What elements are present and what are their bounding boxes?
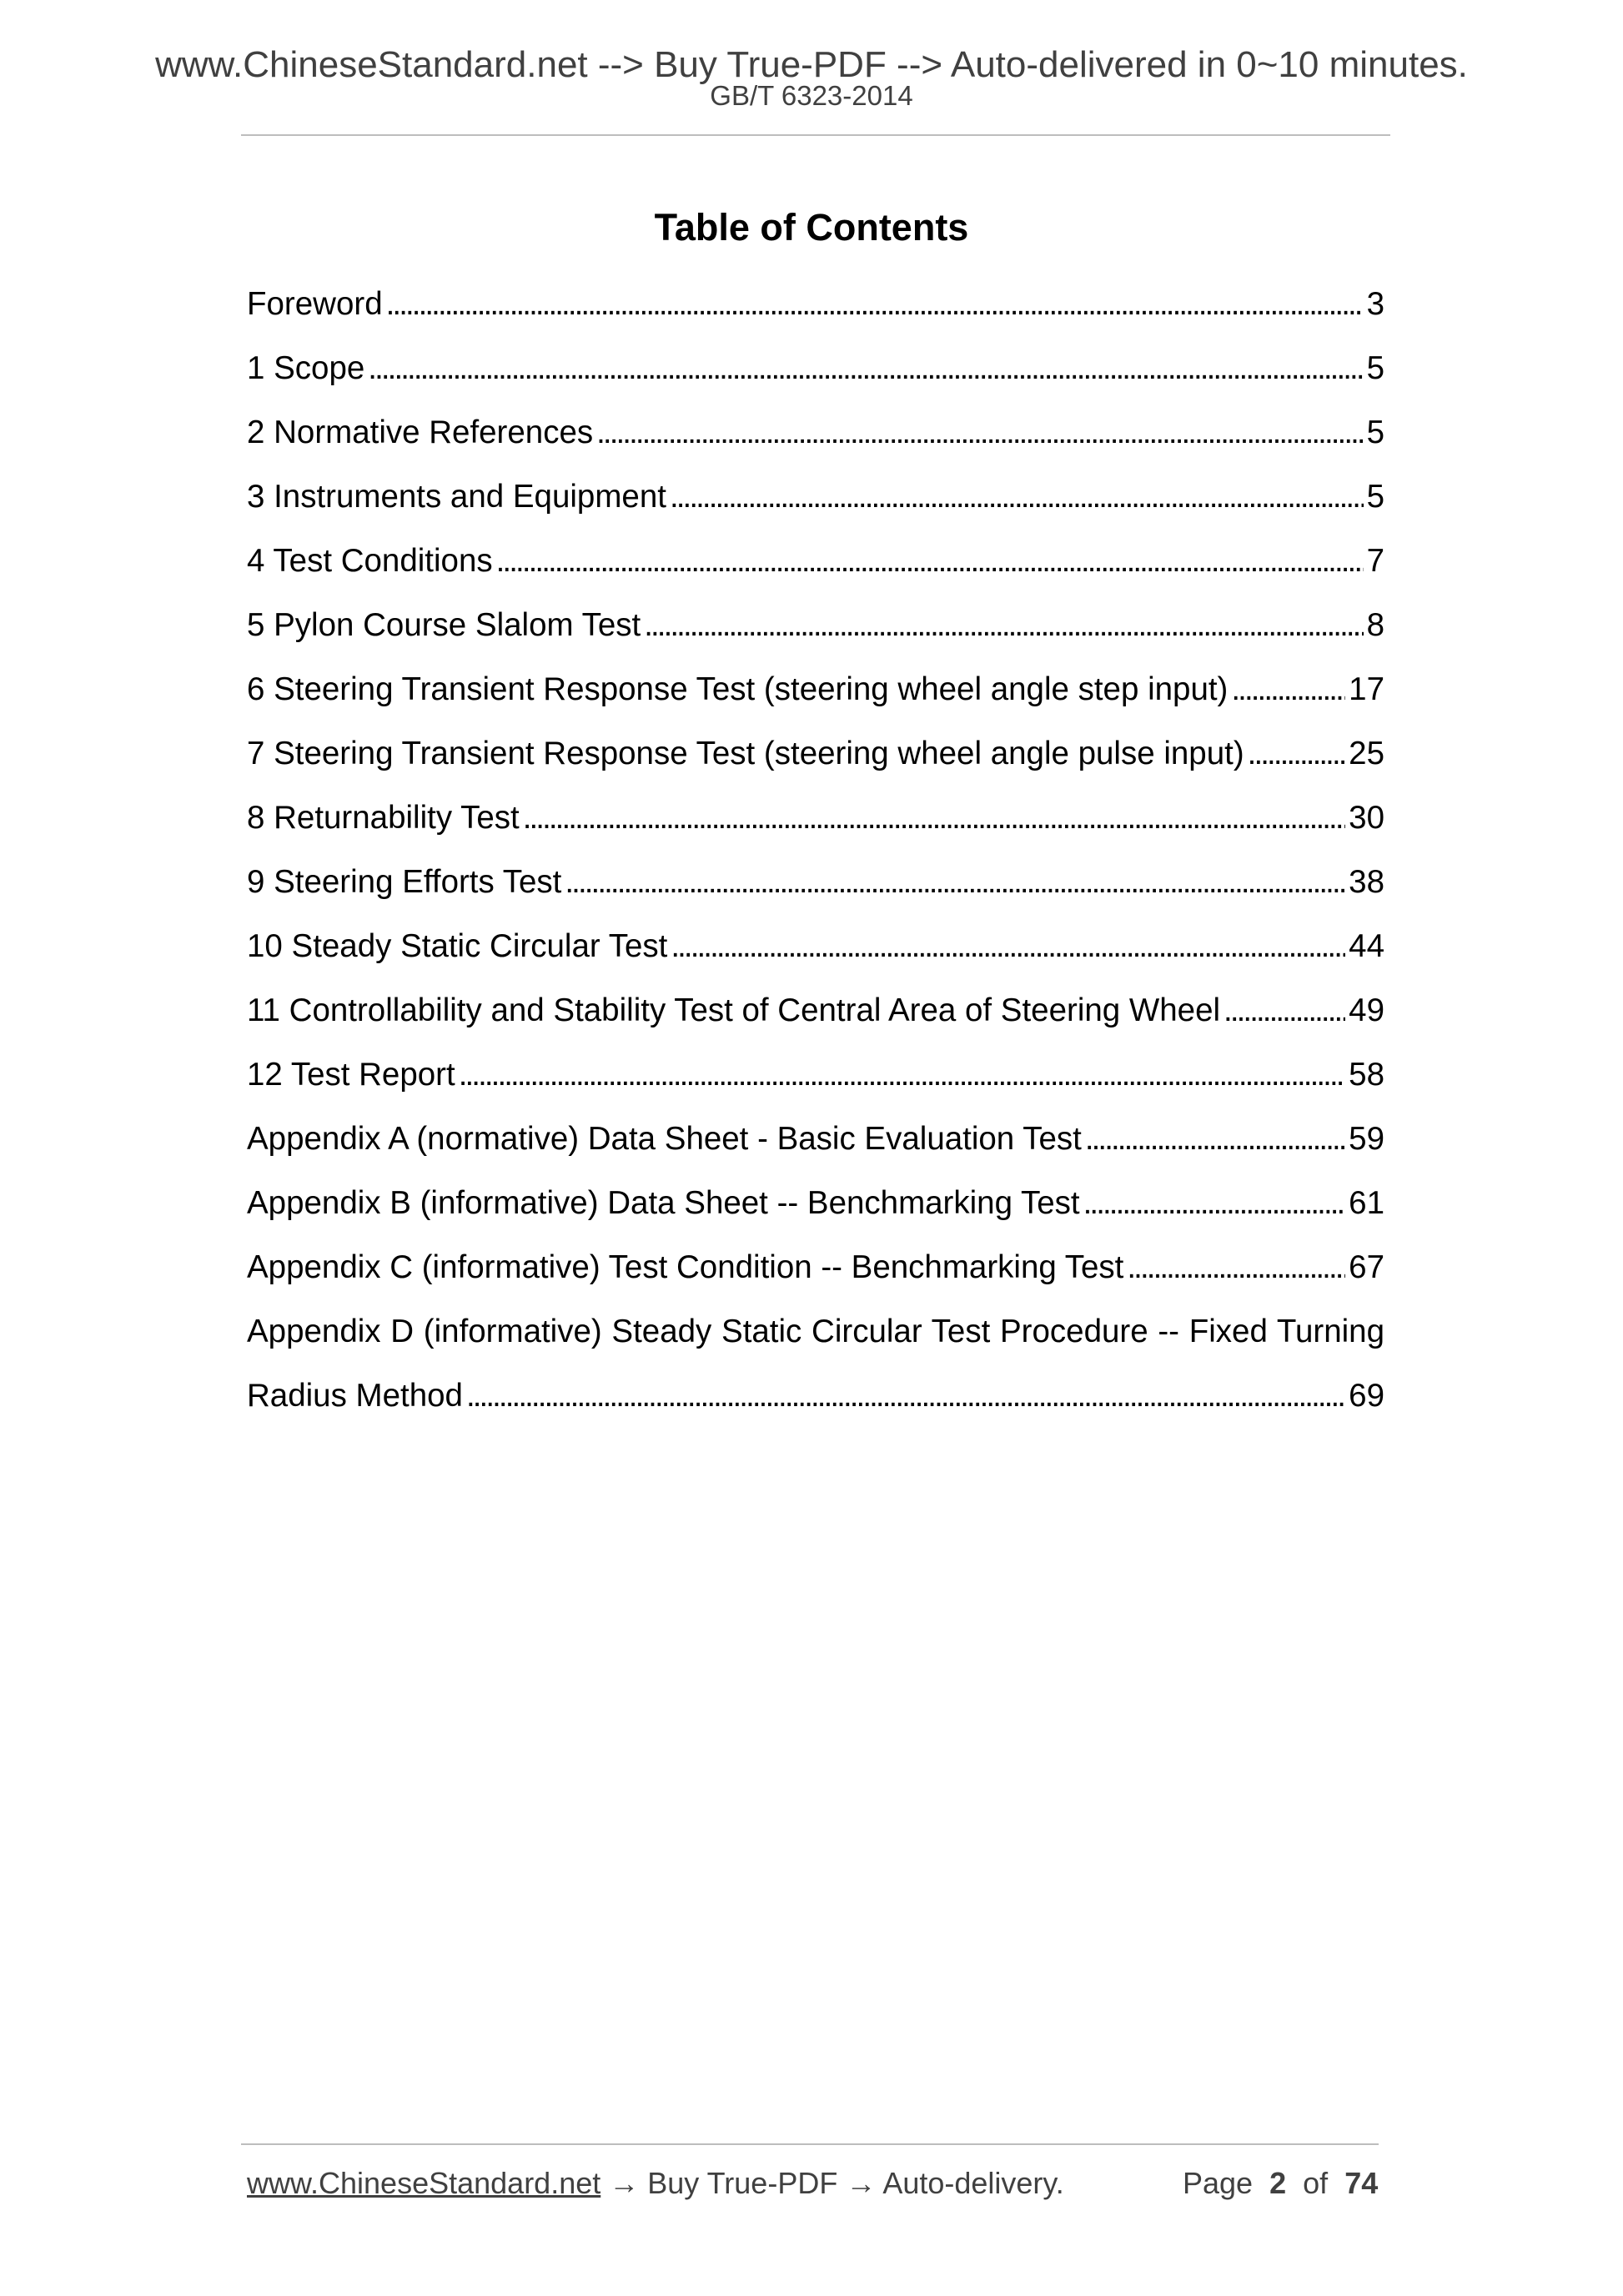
toc-entry-test-report[interactable] xyxy=(247,1052,1384,1116)
toc-entry-label: 6 Steering Transient Response Test (steering wheel angle step input) xyxy=(247,671,1229,707)
toc-entry-steering-efforts[interactable] xyxy=(247,859,1384,923)
page-indicator xyxy=(1183,2165,1378,2202)
toc-entry-label: 3 Instruments and Equipment xyxy=(247,479,666,515)
toc-entry-label: Appendix A (normative) Data Sheet - Basic Evaluation Test xyxy=(247,1121,1082,1157)
toc-page-number: 17 xyxy=(1349,671,1384,707)
dot-leader xyxy=(459,1052,1345,1098)
dot-leader xyxy=(670,474,1364,520)
toc-page-number: 5 xyxy=(1366,479,1384,515)
footer-tagline: → Buy True-PDF → Auto-delivery. xyxy=(600,2166,1064,2200)
dot-leader xyxy=(565,859,1345,906)
toc-page-number: 61 xyxy=(1349,1185,1384,1221)
footer-site-link[interactable]: www.ChineseStandard.net xyxy=(247,2166,601,2200)
toc-entry-pulse-input[interactable] xyxy=(247,731,1384,795)
toc-entry-scope[interactable] xyxy=(247,345,1384,409)
dot-leader xyxy=(596,409,1363,456)
toc-entry-returnability[interactable] xyxy=(247,795,1384,859)
footer-promo xyxy=(247,2165,1064,2202)
toc-page-number: 44 xyxy=(1349,928,1384,964)
toc-entry-label: 1 Scope xyxy=(247,350,365,386)
total-pages-number: 74 xyxy=(1344,2166,1379,2200)
dot-leader xyxy=(386,281,1364,328)
toc-entry-label: Radius Method xyxy=(247,1378,463,1414)
toc-entry-foreword[interactable] xyxy=(247,281,1384,345)
page-of-label: of xyxy=(1303,2166,1329,2200)
toc-page-number: 7 xyxy=(1366,543,1384,579)
toc-page-number: 5 xyxy=(1366,414,1384,450)
toc-page-number: 67 xyxy=(1349,1249,1384,1285)
toc-entry-appendix-d-continued[interactable] xyxy=(247,1373,1384,1437)
header-divider xyxy=(241,134,1390,136)
page-title: Table of Contents xyxy=(654,206,969,249)
toc-page-number: 69 xyxy=(1349,1378,1384,1414)
current-page-number: 2 xyxy=(1269,2166,1287,2200)
toc-entry-appendix-a[interactable] xyxy=(247,1116,1384,1180)
toc-entry-label: Foreword xyxy=(247,286,383,322)
dot-leader xyxy=(644,602,1363,649)
footer-divider xyxy=(241,2143,1379,2145)
toc-entry-instruments[interactable] xyxy=(247,474,1384,538)
toc-entry-label: Appendix C (informative) Test Condition -- Benchmarking Test xyxy=(247,1249,1124,1285)
dot-leader xyxy=(523,795,1345,842)
toc-entry-appendix-c[interactable] xyxy=(247,1244,1384,1309)
toc-entry-label: Appendix B (informative) Data Sheet -- Benchmarking Test xyxy=(247,1185,1080,1221)
dot-leader xyxy=(671,923,1345,970)
toc-page-number: 30 xyxy=(1349,800,1384,836)
toc-entry-normative-references[interactable] xyxy=(247,409,1384,474)
toc-entry-label: 12 Test Report xyxy=(247,1057,455,1093)
toc-page-number: 59 xyxy=(1349,1121,1384,1157)
dot-leader xyxy=(1083,1180,1346,1227)
toc-entry-label: 5 Pylon Course Slalom Test xyxy=(247,607,641,643)
toc-entry-label: 10 Steady Static Circular Test xyxy=(247,928,668,964)
toc-entry-appendix-d[interactable] xyxy=(247,1309,1384,1373)
toc-page-number: 58 xyxy=(1349,1057,1384,1093)
toc-entry-label: 2 Normative References xyxy=(247,414,594,450)
toc-entry-label: Appendix D (informative) Steady Static Circular Test Procedure -- Fixed Turning xyxy=(247,1314,1384,1349)
dot-leader xyxy=(1248,731,1346,777)
toc-entry-step-input[interactable] xyxy=(247,666,1384,731)
toc-entry-label: 4 Test Conditions xyxy=(247,543,493,579)
toc-entry-pylon-course[interactable] xyxy=(247,602,1384,666)
toc-entry-appendix-b[interactable] xyxy=(247,1180,1384,1244)
toc-entry-test-conditions[interactable] xyxy=(247,538,1384,602)
dot-leader xyxy=(1127,1244,1345,1291)
toc-entry-label: 8 Returnability Test xyxy=(247,800,520,836)
toc-page-number: 8 xyxy=(1366,607,1384,643)
toc-entry-label: 9 Steering Efforts Test xyxy=(247,864,562,900)
toc-entry-circular-test[interactable] xyxy=(247,923,1384,987)
toc-page-number: 3 xyxy=(1366,286,1384,322)
toc-page-number: 38 xyxy=(1349,864,1384,900)
page-label: Page xyxy=(1183,2166,1254,2200)
dot-leader xyxy=(496,538,1364,585)
dot-leader xyxy=(466,1373,1345,1419)
toc-entry-label: 11 Controllability and Stability Test of Central Area of Steering Wheel xyxy=(247,992,1221,1028)
dot-leader xyxy=(1224,987,1345,1034)
toc-page-number: 49 xyxy=(1349,992,1384,1028)
toc-entry-central-area[interactable] xyxy=(247,987,1384,1052)
toc-page-number: 25 xyxy=(1349,736,1384,771)
dot-leader xyxy=(368,345,1363,392)
toc-page-number: 5 xyxy=(1366,350,1384,386)
dot-leader xyxy=(1085,1116,1345,1163)
standard-code: GB/T 6323-2014 xyxy=(710,80,913,111)
toc-entry-label: 7 Steering Transient Response Test (steering wheel angle pulse input) xyxy=(247,736,1244,771)
site-banner: www.ChineseStandard.net --> Buy True-PDF --> Auto-delivered in 0~10 minutes. xyxy=(155,44,1468,85)
table-of-contents xyxy=(247,281,1384,1437)
dot-leader xyxy=(1231,666,1345,713)
